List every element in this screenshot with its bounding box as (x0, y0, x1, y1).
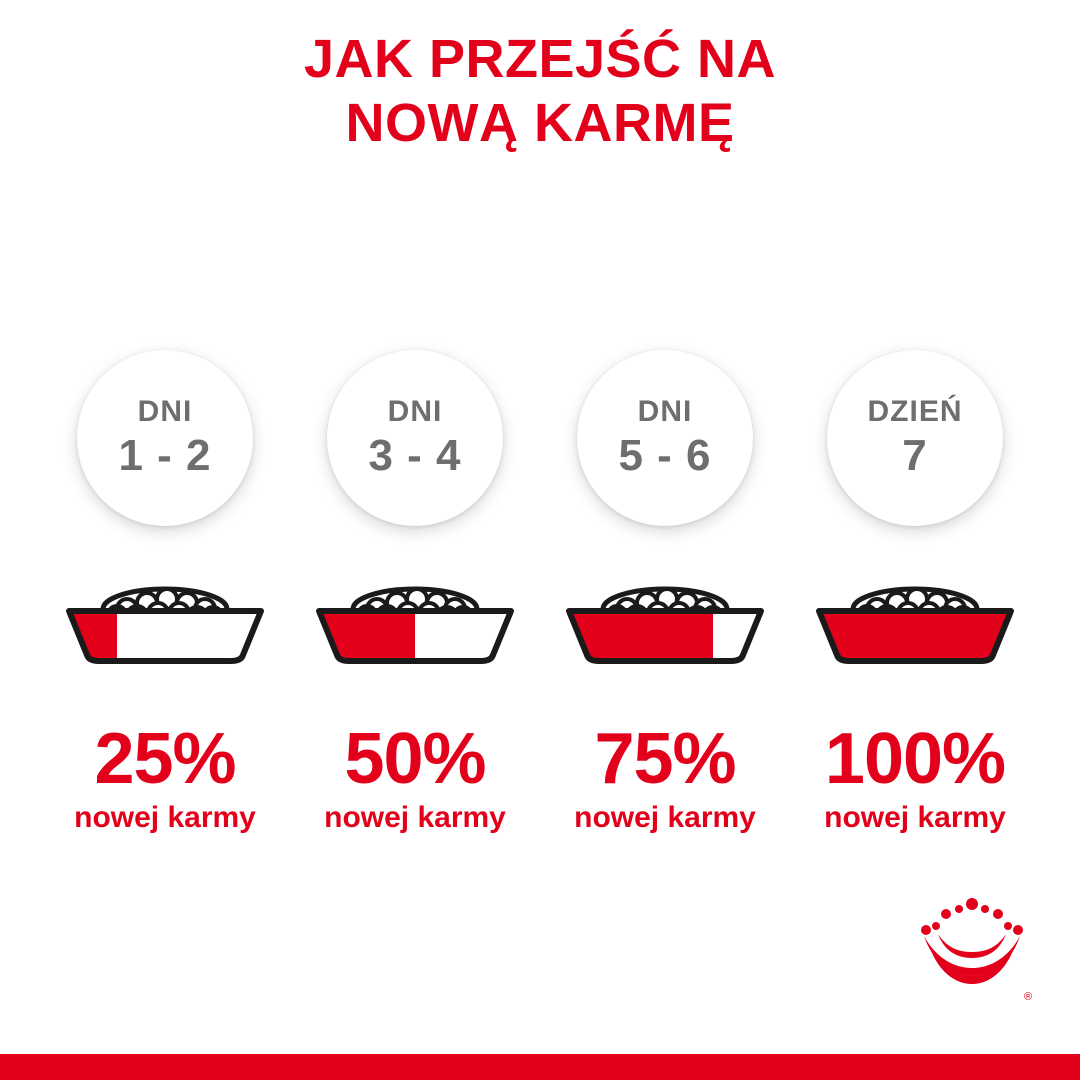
bowl-illustration (305, 556, 525, 671)
percent-value: 25% (94, 719, 236, 799)
percent-value: 75% (594, 719, 736, 799)
footer-bar (0, 1054, 1080, 1080)
bowl-illustration (805, 556, 1025, 671)
transition-step (540, 350, 790, 833)
day-badge-value: 5 - 6 (618, 430, 712, 480)
day-badge-value: 3 - 4 (368, 430, 462, 480)
page-title-line-2: NOWĄ KARMĘ (345, 92, 735, 153)
percent-value: 50% (344, 719, 486, 799)
transition-steps (40, 350, 1040, 833)
bowl-body (569, 605, 761, 665)
day-badge-value: 1 - 2 (118, 430, 212, 480)
dog-bowl-icon (555, 559, 775, 671)
percent-block (324, 719, 506, 834)
percent-block (824, 719, 1006, 834)
day-badge-label: DZIEŃ (867, 394, 963, 428)
day-badge (327, 350, 503, 526)
transition-step (290, 350, 540, 833)
day-badge (577, 350, 753, 526)
percent-caption: nowej karmy (574, 801, 756, 834)
bowl-illustration (55, 556, 275, 671)
dog-bowl-icon (55, 559, 275, 671)
dog-bowl-icon (305, 559, 525, 671)
percent-caption: nowej karmy (824, 801, 1006, 834)
transition-step (40, 350, 290, 833)
day-badge-value: 7 (902, 430, 928, 480)
percent-caption: nowej karmy (324, 801, 506, 834)
day-badge-label: DNI (387, 394, 443, 428)
day-badge-label: DNI (137, 394, 193, 428)
registered-mark: ® (1024, 991, 1032, 1003)
day-badge (77, 350, 253, 526)
day-badge-label: DNI (637, 394, 693, 428)
percent-block (574, 719, 756, 834)
bowl-body (819, 605, 1011, 665)
percent-value: 100% (824, 719, 1006, 799)
page-title-line-1: JAK PRZEJŚĆ NA (303, 29, 777, 89)
bowl-body (69, 605, 261, 665)
page-title (0, 28, 1080, 155)
percent-block (74, 719, 256, 834)
bowl-illustration (555, 556, 775, 671)
transition-step (790, 350, 1040, 833)
day-badge (827, 350, 1003, 526)
dog-bowl-icon (805, 559, 1025, 671)
bowl-body (319, 605, 511, 665)
royal-canin-crown-logo (912, 896, 1032, 1006)
percent-caption: nowej karmy (74, 801, 256, 834)
